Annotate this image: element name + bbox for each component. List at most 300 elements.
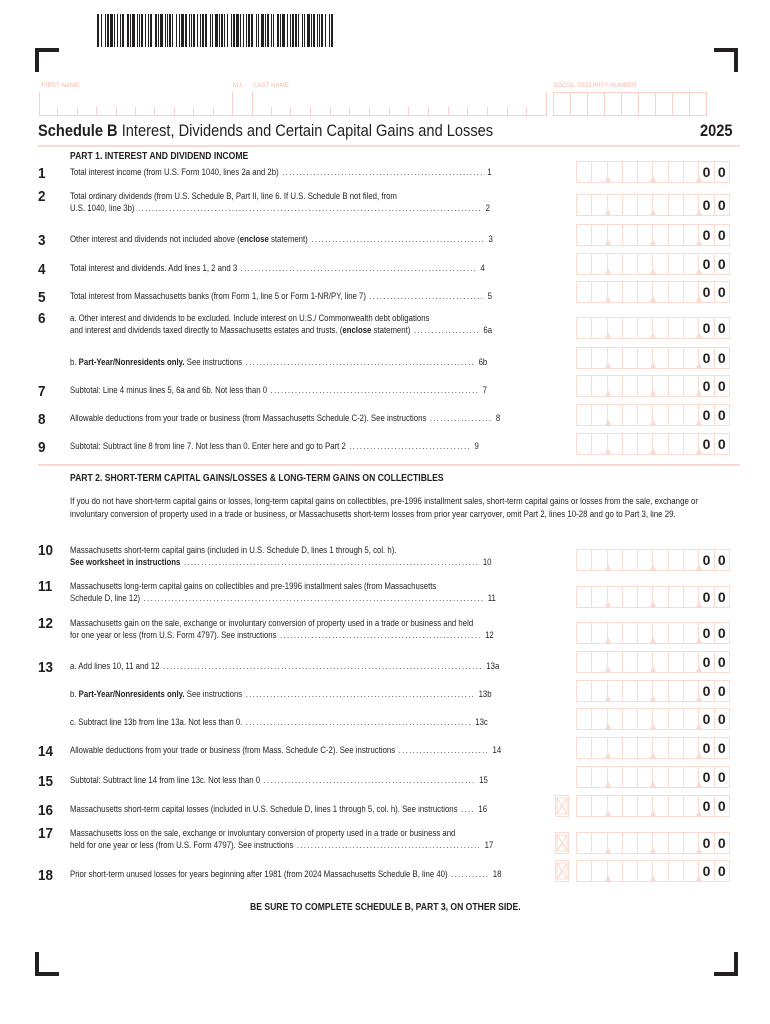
digit-box[interactable]	[622, 622, 638, 644]
digit-box[interactable]	[652, 549, 668, 571]
barcode-bar	[231, 14, 232, 47]
amount-field-11[interactable]	[576, 586, 729, 608]
digit-box[interactable]	[576, 795, 592, 817]
digit-box[interactable]	[652, 832, 668, 854]
barcode-bar	[181, 14, 184, 47]
digit-box[interactable]	[607, 194, 623, 216]
digit-box[interactable]	[607, 622, 623, 644]
line-description-row	[70, 869, 502, 881]
x-mark-icon	[556, 861, 568, 881]
digit-box[interactable]	[652, 317, 668, 339]
barcode-bar	[189, 14, 190, 47]
digit-box[interactable]	[668, 737, 684, 759]
digit-box[interactable]	[668, 375, 684, 397]
line-description-first-row: Massachusetts gain on the sale, exchange or involuntary conversion of property used in a trade or business and held	[70, 618, 474, 629]
digit-box[interactable]	[652, 737, 668, 759]
line-description	[70, 191, 490, 215]
digit-box[interactable]	[607, 253, 623, 275]
line-description-row	[70, 804, 488, 816]
amount-field-17[interactable]	[576, 832, 729, 854]
amount-field-15[interactable]	[576, 766, 729, 788]
digit-box[interactable]	[576, 224, 592, 246]
digit-box[interactable]	[576, 404, 592, 426]
digit-box[interactable]	[668, 766, 684, 788]
digit-box[interactable]	[576, 737, 592, 759]
amount-field-10[interactable]	[576, 549, 729, 571]
digit-box[interactable]	[622, 433, 638, 455]
barcode-bar	[307, 14, 310, 47]
line-number: 14	[38, 743, 54, 760]
comb-tick	[291, 107, 311, 115]
barcode-bar	[169, 14, 171, 47]
digit-box[interactable]	[622, 651, 638, 673]
barcode-bar	[110, 14, 113, 47]
digit-box[interactable]	[668, 281, 684, 303]
cents-box: 0	[714, 224, 730, 246]
digit-box[interactable]	[607, 281, 623, 303]
digit-box[interactable]	[652, 680, 668, 702]
line-description	[70, 313, 493, 337]
ssn-digit-box[interactable]	[570, 92, 588, 116]
cents-box: 0	[698, 347, 714, 369]
digit-box[interactable]	[576, 433, 592, 455]
cents-box: 0	[698, 622, 714, 644]
cents-box: 0	[714, 860, 730, 882]
cents-box: 0	[714, 549, 730, 571]
line-reference: 9	[474, 441, 479, 452]
line-description	[70, 804, 488, 816]
barcode-bar	[224, 14, 225, 47]
ssn-digit-box[interactable]	[689, 92, 707, 116]
line-reference: 6b	[478, 357, 488, 368]
comb-tick	[58, 107, 77, 115]
line-description	[70, 385, 487, 397]
digit-box[interactable]	[652, 651, 668, 673]
line-description	[70, 869, 502, 881]
digit-box[interactable]	[607, 375, 623, 397]
comb-tick	[78, 107, 97, 115]
cents-box: 0	[698, 708, 714, 730]
digit-box[interactable]	[652, 586, 668, 608]
digit-box[interactable]	[622, 832, 638, 854]
leader-dots: .................................................................	[242, 717, 476, 728]
digit-box[interactable]	[652, 253, 668, 275]
digit-box[interactable]	[576, 832, 592, 854]
line-description	[70, 413, 501, 425]
line-description-row	[70, 689, 492, 701]
comb-tick	[527, 107, 546, 115]
cents-box: 0	[714, 347, 730, 369]
line-reference: 16	[478, 804, 488, 815]
cents-box: 0	[714, 194, 730, 216]
cents-box: 0	[714, 795, 730, 817]
barcode-bar	[179, 14, 180, 47]
barcode-bar	[191, 14, 192, 47]
barcode-bar	[221, 14, 223, 47]
barcode-bar	[246, 14, 247, 47]
leader-dots: ...................................	[345, 441, 475, 452]
bold-text: enclose	[239, 234, 269, 245]
cents-box: 0	[698, 549, 714, 571]
digit-box[interactable]	[652, 860, 668, 882]
ssn-field[interactable]	[553, 92, 706, 116]
line-reference: 4	[480, 263, 485, 274]
digit-box[interactable]	[607, 860, 623, 882]
text: b.	[70, 357, 79, 368]
digit-box[interactable]	[576, 281, 592, 303]
digit-box[interactable]	[652, 375, 668, 397]
digit-box[interactable]	[607, 317, 623, 339]
barcode-bar	[256, 14, 257, 47]
digit-box[interactable]	[652, 224, 668, 246]
digit-box[interactable]	[668, 549, 684, 571]
digit-box[interactable]	[668, 651, 684, 673]
part2-instructions: If you do not have short-term capital gains or losses, long-term capital gains on collectibles, pre-1996 installment sales, short-term capital gains or losses from the sale, exchange or involuntary conversion of property used in a trade or business, or Massachusetts short-term losses from prior year carryover, omit Part 2, lines 10-28 and go to Part 3, line 29.	[70, 496, 699, 520]
cents-box: 0	[698, 281, 714, 303]
digit-box[interactable]	[607, 651, 623, 673]
barcode-bar	[107, 14, 109, 47]
digit-box[interactable]	[622, 281, 638, 303]
digit-box[interactable]	[576, 161, 592, 183]
amount-field-16[interactable]	[576, 795, 729, 817]
amount-field-6a[interactable]	[576, 317, 729, 339]
barcode-bar	[313, 14, 315, 47]
digit-box[interactable]	[668, 347, 684, 369]
text: Schedule D, line 12)	[70, 593, 141, 604]
leader-dots: .................................	[365, 291, 488, 302]
cents-box: 0	[714, 680, 730, 702]
line-description-row	[70, 291, 493, 303]
part1-heading: PART 1. INTEREST AND DIVIDEND INCOME	[70, 151, 249, 162]
first-name-label: FIRST NAME	[42, 83, 80, 89]
digit-box[interactable]	[576, 860, 592, 882]
barcode-bar	[219, 14, 220, 47]
comb-tick	[331, 107, 351, 115]
digit-box[interactable]	[622, 766, 638, 788]
barcode-bar	[321, 14, 323, 47]
digit-box[interactable]	[652, 622, 668, 644]
digit-box[interactable]	[622, 317, 638, 339]
barcode-bar	[210, 14, 211, 47]
amount-field-14[interactable]	[576, 737, 729, 759]
bold-text: Part-Year/Nonresidents only.	[78, 689, 185, 700]
comb-tick	[136, 107, 155, 115]
digit-box[interactable]	[622, 404, 638, 426]
barcode-bar	[329, 14, 330, 47]
line-description-row	[70, 203, 490, 215]
digit-box[interactable]	[607, 832, 623, 854]
cents-box: 0	[698, 224, 714, 246]
leader-dots: .....................................................	[293, 840, 485, 851]
line-description	[70, 441, 480, 453]
line-number: 5	[38, 289, 46, 306]
amount-field-13c[interactable]	[576, 708, 729, 730]
barcode-bar	[282, 14, 285, 47]
digit-box[interactable]	[668, 194, 684, 216]
leader-dots: ............................................................	[267, 385, 483, 396]
text: Other interest and dividends not included above (	[70, 234, 240, 245]
line-number: 15	[38, 773, 54, 790]
digit-box[interactable]	[576, 586, 592, 608]
digit-box[interactable]	[622, 224, 638, 246]
ssn-digit-box[interactable]	[638, 92, 656, 116]
divider	[38, 464, 740, 466]
digit-box[interactable]	[622, 549, 638, 571]
barcode-bar	[243, 14, 244, 47]
x-mark-icon	[556, 796, 568, 816]
loss-indicator-checkbox[interactable]	[555, 795, 569, 817]
digit-box[interactable]	[576, 651, 592, 673]
cents-box: 0	[698, 253, 714, 275]
cents-box: 0	[714, 375, 730, 397]
text: statement)	[371, 325, 411, 336]
digit-box[interactable]	[652, 795, 668, 817]
digit-box[interactable]	[607, 347, 623, 369]
ssn-digit-box[interactable]	[587, 92, 605, 116]
line-description	[70, 689, 492, 701]
digit-box[interactable]	[622, 795, 638, 817]
form-title	[38, 121, 493, 141]
barcode-bar	[265, 14, 266, 47]
barcode-bar	[236, 14, 239, 47]
digit-box[interactable]	[622, 680, 638, 702]
line-description-row	[70, 325, 493, 337]
digit-box[interactable]	[668, 161, 684, 183]
line-description-row	[70, 717, 488, 729]
comb-tick	[508, 107, 528, 115]
barcode-bar	[148, 14, 149, 47]
digit-box[interactable]	[668, 433, 684, 455]
amount-field-5[interactable]	[576, 281, 729, 303]
digit-box[interactable]	[622, 708, 638, 730]
line-reference: 13b	[478, 689, 492, 700]
barcode-bar	[197, 14, 198, 47]
digit-box[interactable]	[668, 680, 684, 702]
amount-field-13a[interactable]	[576, 651, 729, 673]
digit-box[interactable]	[652, 433, 668, 455]
cents-box: 0	[698, 375, 714, 397]
amount-field-1[interactable]	[576, 161, 729, 183]
line-description-first-row: Massachusetts short-term capital gains (included in U.S. Schedule D, lines 1 through 5, col. h).	[70, 545, 397, 556]
amount-field-3[interactable]	[576, 224, 729, 246]
text: Allowable deductions from your trade or business (from Mass. Schedule C-2). See instructions	[70, 745, 396, 756]
digit-box[interactable]	[652, 766, 668, 788]
line-description	[70, 775, 488, 787]
cents-box: 0	[698, 795, 714, 817]
amount-field-2[interactable]	[576, 194, 729, 216]
part2-heading: PART 2. SHORT-TERM CAPITAL GAINS/LOSSES & LONG-TERM GAINS ON COLLECTIBLES	[70, 473, 444, 484]
barcode-bar	[114, 14, 115, 47]
digit-box[interactable]	[607, 680, 623, 702]
text: held for one year or less (from U.S. Form 4797). See instructions	[70, 840, 294, 851]
comb-tick	[272, 107, 292, 115]
digit-box[interactable]	[607, 224, 623, 246]
amount-field-7[interactable]	[576, 375, 729, 397]
digit-box[interactable]	[622, 860, 638, 882]
line-reference: 17	[484, 840, 494, 851]
digit-box[interactable]	[622, 586, 638, 608]
digit-box[interactable]	[607, 737, 623, 759]
bold-text: Part-Year/Nonresidents only.	[78, 357, 185, 368]
cents-box: 0	[714, 737, 730, 759]
digit-box[interactable]	[668, 586, 684, 608]
digit-box[interactable]	[668, 795, 684, 817]
ssn-label: SOCIAL SECURITY NUMBER	[553, 83, 637, 89]
line-description-row	[70, 745, 502, 757]
digit-box[interactable]	[652, 404, 668, 426]
line-description	[70, 618, 494, 642]
barcode-bar	[227, 14, 228, 47]
cents-box: 0	[698, 404, 714, 426]
text: Total interest and dividends. Add lines 1, 2 and 3	[70, 263, 238, 274]
cents-box: 0	[698, 161, 714, 183]
digit-box[interactable]	[576, 766, 592, 788]
line-reference: 11	[487, 593, 496, 604]
ssn-digit-box[interactable]	[672, 92, 690, 116]
line-number: 3	[38, 232, 46, 249]
digit-box[interactable]	[652, 347, 668, 369]
comb-tick	[409, 107, 429, 115]
last-name-field[interactable]	[252, 92, 546, 116]
amount-field-18[interactable]	[576, 860, 729, 882]
comb-tick	[350, 107, 370, 115]
leader-dots: .............................................................	[260, 775, 480, 786]
amount-field-6b[interactable]	[576, 347, 729, 369]
comb-tick	[194, 107, 213, 115]
leader-dots: ...................................................................................................	[134, 203, 486, 214]
comb-tick	[252, 107, 272, 115]
barcode-bar	[292, 14, 294, 47]
digit-box[interactable]	[668, 832, 684, 854]
text: a. Add lines 10, 11 and 12	[70, 661, 160, 672]
line-number: 12	[38, 615, 54, 632]
digit-box[interactable]	[652, 708, 668, 730]
cents-box: 0	[714, 404, 730, 426]
footer-note: BE SURE TO COMPLETE SCHEDULE B, PART 3, ON OTHER SIDE.	[249, 902, 521, 913]
digit-box[interactable]	[652, 194, 668, 216]
digit-box[interactable]	[576, 708, 592, 730]
digit-box[interactable]	[622, 737, 638, 759]
line-description	[70, 357, 488, 369]
line-description-row	[70, 263, 485, 275]
ssn-digit-box[interactable]	[655, 92, 673, 116]
digit-box[interactable]	[576, 253, 592, 275]
digit-box[interactable]	[607, 404, 623, 426]
digit-box[interactable]	[607, 586, 623, 608]
digit-box[interactable]	[576, 194, 592, 216]
digit-box[interactable]	[622, 253, 638, 275]
digit-box[interactable]	[576, 680, 592, 702]
line-reference: 13c	[475, 717, 488, 728]
cents-box: 0	[698, 832, 714, 854]
line-description	[70, 291, 493, 303]
digit-box[interactable]	[607, 795, 623, 817]
comb-tick	[175, 107, 194, 115]
tax-year: 2025	[700, 121, 733, 140]
bold-text: See worksheet in instructions	[70, 557, 181, 568]
barcode-bar	[202, 14, 204, 47]
digit-box[interactable]	[576, 317, 592, 339]
digit-box[interactable]	[668, 708, 684, 730]
line-reference: 15	[479, 775, 488, 786]
barcode-bar	[304, 14, 305, 47]
line-number: 11	[38, 578, 53, 595]
line-reference: 2	[485, 203, 490, 214]
digit-box[interactable]	[576, 375, 592, 397]
text: for one year or less (from U.S. Form 4797). See instructions	[70, 630, 277, 641]
digit-box[interactable]	[622, 194, 638, 216]
digit-box[interactable]	[622, 347, 638, 369]
line-description-row	[70, 385, 487, 397]
ssn-digit-box[interactable]	[553, 92, 571, 116]
schedule-subtitle: Interest, Dividends and Certain Capital Gains and Losses	[117, 121, 494, 140]
amount-field-12[interactable]	[576, 622, 729, 644]
barcode-bar	[137, 14, 138, 47]
barcode-bar	[139, 14, 140, 47]
digit-box[interactable]	[607, 766, 623, 788]
text: U.S. 1040, line 3b)	[70, 203, 135, 214]
cents-box: 0	[714, 622, 730, 644]
leader-dots: ...........	[447, 869, 493, 880]
digit-box[interactable]	[576, 347, 592, 369]
ssn-digit-box[interactable]	[604, 92, 622, 116]
cents-box: 0	[714, 832, 730, 854]
digit-box[interactable]	[576, 549, 592, 571]
amount-field-13b[interactable]	[576, 680, 729, 702]
digit-box[interactable]	[652, 161, 668, 183]
ssn-digit-box[interactable]	[621, 92, 639, 116]
digit-box[interactable]	[576, 622, 592, 644]
digit-box[interactable]	[607, 161, 623, 183]
digit-box[interactable]	[668, 860, 684, 882]
digit-box[interactable]	[668, 224, 684, 246]
first-name-field[interactable]	[39, 92, 232, 116]
line-reference: 1	[487, 167, 492, 178]
digit-box[interactable]	[622, 375, 638, 397]
barcode-bar	[205, 14, 207, 47]
line-reference: 8	[495, 413, 501, 424]
digit-box[interactable]	[668, 622, 684, 644]
barcode-bar	[331, 14, 333, 47]
leader-dots: ............................................................................................	[159, 661, 487, 672]
digit-box[interactable]	[652, 281, 668, 303]
amount-field-8[interactable]	[576, 404, 729, 426]
comb-tick	[449, 107, 469, 115]
middle-initial-field[interactable]	[232, 92, 252, 116]
digit-box[interactable]	[607, 433, 623, 455]
cents-box: 0	[714, 161, 730, 183]
amount-field-9[interactable]	[576, 433, 729, 455]
digit-box[interactable]	[622, 161, 638, 183]
leader-dots: ..........................................................	[278, 167, 488, 178]
loss-indicator-checkbox[interactable]	[555, 832, 569, 854]
amount-field-4[interactable]	[576, 253, 729, 275]
digit-box[interactable]	[607, 549, 623, 571]
digit-box[interactable]	[668, 404, 684, 426]
barcode-bar	[240, 14, 241, 47]
cents-box: 0	[698, 680, 714, 702]
digit-box[interactable]	[607, 708, 623, 730]
digit-box[interactable]	[668, 253, 684, 275]
digit-box[interactable]	[668, 317, 684, 339]
leader-dots: ...................	[410, 325, 484, 336]
barcode-bar	[141, 14, 143, 47]
barcode-bar	[280, 14, 281, 47]
line-number: 18	[38, 867, 54, 884]
registration-mark-bottom-left	[35, 952, 59, 976]
loss-indicator-checkbox[interactable]	[555, 860, 569, 882]
text: b.	[70, 689, 79, 700]
